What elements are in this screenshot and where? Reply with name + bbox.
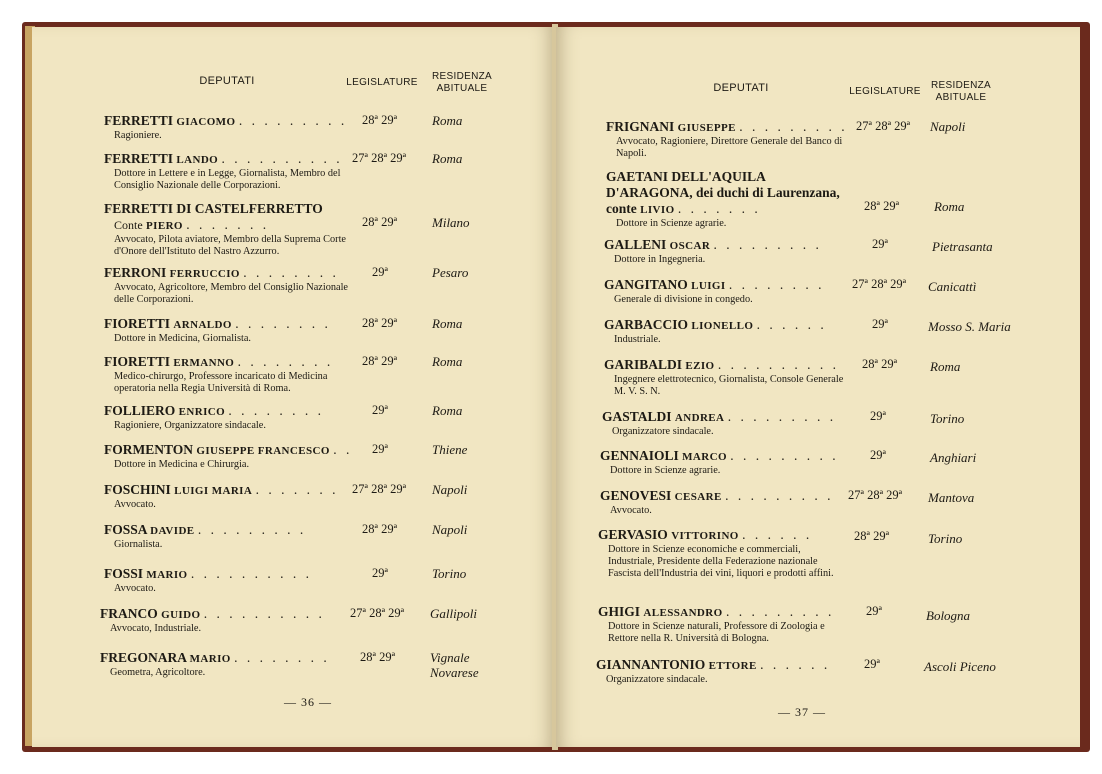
deputy-given-name: ALESSANDRO [643,607,723,619]
deputy-given-name: LIONELLO [691,320,754,332]
deputy-surname: GARBACCIO [604,317,689,332]
deputy-given-name: ERMANNO [173,357,235,369]
deputy-profession: Dottore in Scienze naturali, Professore di Zoologia e Rettore nella R. Università di Bologna. [608,621,825,644]
deputy-profession: Dottore in Scienze economiche e commerciali, Industriale, Presidente della Federazione nazionale Fascista dell'Industria dei vini, liquori e prodotti affini. [608,544,834,579]
residence-value: Roma [432,316,463,331]
deputy-profession: Avvocato. [114,583,156,594]
residence-value: Mantova [928,490,975,505]
deputy-given-name: MARCO [682,451,727,463]
deputy-entry [104,201,524,258]
residence-value: Torino [928,531,963,546]
legislature-value: 28ª 29ª [362,316,398,330]
deputy-entry [104,442,524,471]
deputy-given-name: GIACOMO [176,116,236,128]
leader-dots: . . . . . . . . . [730,448,839,463]
leader-dots: . . . . . . . . [235,316,331,331]
deputy-surname: GENOVESI [600,488,672,503]
deputy-entry [104,265,524,306]
legislature-value: 27ª 28ª 29ª [350,606,405,620]
deputy-given-name: MARIO [189,653,231,665]
legislature-value: 29ª [870,409,886,423]
legislature-value: 27ª 28ª 29ª [848,488,903,502]
deputy-surname: FERRONI [104,265,167,280]
deputy-entry [104,522,524,551]
deputy-title: Conte [114,218,143,232]
legislature-value: 29ª [866,604,882,618]
leader-dots: . . . . . . . . . . [203,606,325,621]
legislature-value: 28ª 29ª [362,113,398,127]
deputy-given-name: GIUSEPPE [677,122,736,134]
residence-value: Milano [432,215,470,230]
leader-dots: . . . . . . . . . [725,488,834,503]
deputy-surname: FORMENTON [104,442,194,457]
leader-dots: . . . . . . . . . . [221,151,343,166]
legislature-value: 28ª 29ª [362,215,398,229]
residence-value: Vignale Novarese [430,650,479,680]
legislature-value: 28ª 29ª [854,529,890,543]
deputy-given-name: GUIDO [161,609,201,621]
deputy-surname: FOSCHINI [104,482,171,497]
deputy-profession: Geometra, Agricoltore. [110,667,206,678]
residence-value: Gallipoli [430,606,477,621]
residence-value: Napoli [930,119,966,134]
deputy-profession: Dottore in Scienze agrarie. [616,218,727,229]
leader-dots: . . . . . . . [255,482,339,497]
deputy-surname: GIANNANTONIO [596,657,706,672]
header-deputati: DEPUTATI [713,82,769,94]
deputy-profession: Ragioniere. [114,130,162,141]
deputy-given-name: EZIO [685,360,715,372]
deputy-entry [596,657,1036,686]
deputy-surname: FOLLIERO [104,403,176,418]
deputy-profession: Dottore in Lettere e in Legge, Giornalista, Membro del Consiglio Nazionale delle Corporazioni. [114,168,341,191]
deputy-entry [606,119,1046,160]
legislature-value: 27ª 28ª 29ª [852,277,907,291]
leader-dots: . . . . . . . . . . [190,566,313,581]
deputy-given-name: PIERO [146,220,183,232]
residence-value: Roma [934,199,965,214]
legislature-value: 29ª [872,237,888,251]
deputy-entry [104,151,524,192]
legislature-value: 27ª 28ª 29ª [352,151,407,165]
leader-dots: . . . . . . . [186,217,270,232]
residence-value: Roma [432,151,463,166]
deputy-entry [604,277,1044,306]
deputy-surname: FIORETTI [104,354,171,369]
deputy-profession: Giornalista. [114,539,163,550]
residence-value: Bologna [926,608,971,623]
deputy-entry [606,169,1046,230]
residence-value: Roma [432,113,463,128]
deputy-surname: GARIBALDI [604,357,683,372]
leader-dots: . . . . . . . . [237,354,334,369]
legislature-value: 28ª 29ª [360,650,396,664]
residence-value: Napoli [432,522,468,537]
legislature-value: 29ª [872,317,888,331]
deputy-surname: GANGITANO [604,277,688,292]
legislature-value: 29ª [870,448,886,462]
deputy-given-name: FERRUCCIO [169,268,240,280]
residence-value: Canicattì [928,279,977,294]
deputy-given-name: CESARE [674,491,722,503]
deputy-entry [104,566,524,595]
legislature-value: 28ª 29ª [864,199,900,213]
deputy-profession: Avvocato, Ragioniere, Direttore Generale del Banco di Napoli. [616,136,843,159]
deputy-entry [604,317,1064,346]
deputy-entry [104,113,524,142]
deputy-profession: Generale di divisione in congedo. [614,294,753,305]
deputy-entry [600,488,1040,517]
header-legislature: LEGISLATURE [849,86,921,97]
legislature-value: 28ª 29ª [862,357,898,371]
deputy-entry [604,237,1044,266]
deputy-entry [600,448,1040,477]
leader-dots: . . . . . . [760,657,831,672]
residence-value: Thiene [432,442,468,457]
deputy-surname: GALLENI [604,237,667,252]
leader-dots: . . . . . . . . . [238,113,348,128]
page-number: — 36 — [284,695,332,709]
deputy-surname: FERRETTI [104,113,174,128]
legislature-value: 28ª 29ª [362,522,398,536]
residence-value: Ascoli Piceno [924,659,996,674]
leader-dots: . . . . . . . . [234,650,330,665]
deputy-given-name: MARIO [146,569,188,581]
deputy-given-name: LUIGI [691,280,726,292]
leader-dots: . . . . . . . . . . [717,357,840,372]
deputy-surname: FERRETTI DI CASTELFERRETTO [104,201,323,216]
right-page [556,27,1080,747]
legislature-value: 27ª 28ª 29ª [856,119,911,133]
deputy-profession: Dottore in Ingegneria. [614,254,706,265]
deputy-surname: GENNAIOLI [600,448,679,463]
deputy-surname: FRANCO [100,606,158,621]
deputy-given-name: OSCAR [669,240,711,252]
residence-value: Anghiari [930,450,977,465]
deputy-profession: Avvocato. [114,499,156,510]
deputy-profession: Medico-chirurgo, Professore incaricato di Medicina operatoria nella Regia Università di Roma. [114,371,328,394]
legislature-value: 28ª 29ª [362,354,398,368]
legislature-value: 29ª [372,403,388,417]
residence-value: Roma [930,359,961,374]
residence-value: Roma [432,354,463,369]
deputy-surname: GAETANI DELL'AQUILA D'ARAGONA, dei duchi di Laurenzana, conte [606,169,840,216]
deputy-surname: GHIGI [598,604,641,619]
header-residenza: RESIDENZA ABITUALE [432,71,492,94]
residence-value: Torino [930,411,965,426]
deputy-entry [100,606,520,635]
residence-value: Pesaro [432,265,469,280]
deputy-given-name: GIUSEPPE FRANCESCO [196,445,330,457]
residence-value: Torino [432,566,467,581]
leader-dots: . . . . . . . . . [727,409,837,424]
deputy-given-name: ANDREA [674,412,725,424]
deputy-surname: FRIGNANI [606,119,675,134]
deputy-given-name: LANDO [176,154,219,166]
leader-dots: . . . . . . . . . [197,522,307,537]
deputy-entry [602,409,1042,438]
left-page [32,27,554,747]
deputy-entry [604,357,1044,398]
leader-dots: . . . . . . . . [228,403,325,418]
deputy-profession: Organizzatore sindacale. [606,674,708,685]
deputy-entry [100,650,530,679]
legislature-value: 29ª [372,566,388,580]
leader-dots: . . . . . . [742,527,813,542]
legislature-value: 29ª [864,657,880,671]
deputy-entry [104,354,524,395]
deputy-given-name: ARNALDO [173,319,232,331]
header-residenza: RESIDENZA ABITUALE [931,80,991,103]
deputy-entry [598,604,1038,645]
leader-dots: . . . . . . . [677,201,761,216]
deputy-profession: Avvocato, Pilota aviatore, Membro della Suprema Corte d'Onore dell'Istituto del Nastro Azzurro. [114,234,346,257]
deputy-given-name: VITTORINO [671,530,739,542]
deputy-surname: GASTALDI [602,409,672,424]
leader-dots: . . . . . . . . [728,277,825,292]
deputy-surname: FREGONARA [100,650,187,665]
deputy-surname: FERRETTI [104,151,174,166]
deputy-profession: Dottore in Scienze agrarie. [610,465,721,476]
deputy-surname: GERVASIO [598,527,668,542]
deputy-profession: Ingegnere elettrotecnico, Giornalista, Console Generale M. V. S. N. [614,374,844,397]
deputy-surname: FIORETTI [104,316,171,331]
deputy-surname: FOSSA [104,522,147,537]
deputy-profession: Dottore in Medicina, Giornalista. [114,333,251,344]
leader-dots: . . . . . . . . [243,265,339,280]
leader-dots: . . [333,442,353,457]
header-deputati: DEPUTATI [199,75,255,87]
deputy-given-name: ETTORE [708,660,757,672]
deputy-surname: FOSSI [104,566,144,581]
page-number: — 37 — [778,705,826,719]
leader-dots: . . . . . . . . . [725,604,835,619]
deputy-given-name: LUIGI MARIA [174,485,253,497]
legislature-value: 27ª 28ª 29ª [352,482,407,496]
deputy-entry [598,527,1038,580]
residence-value: Roma [432,403,463,418]
deputy-entry [104,482,524,511]
legislature-value: 29ª [372,442,388,456]
residence-value: Pietrasanta [932,239,993,254]
leader-dots: . . . . . . [756,317,827,332]
deputy-profession: Organizzatore sindacale. [612,426,714,437]
deputy-entry [104,403,524,432]
deputy-profession: Avvocato, Industriale. [110,623,202,634]
deputy-given-name: LIVIO [640,204,675,216]
leader-dots: . . . . . . . . . [739,119,848,134]
residence-value: Napoli [432,482,468,497]
deputy-profession: Avvocato, Agricoltore, Membro del Consiglio Nazionale delle Corporazioni. [114,282,349,305]
deputy-profession: Dottore in Medicina e Chirurgia. [114,459,250,470]
header-legislature: LEGISLATURE [346,77,418,88]
deputy-given-name: DAVIDE [150,525,195,537]
deputy-given-name: ENRICO [178,406,226,418]
deputy-profession: Ragioniere, Organizzatore sindacale. [114,420,266,431]
deputy-entry [104,316,524,345]
leader-dots: . . . . . . . . . [713,237,822,252]
legislature-value: 29ª [372,265,388,279]
residence-value: Mosso S. Maria [928,319,1011,334]
deputy-profession: Industriale. [614,334,661,345]
deputy-profession: Avvocato. [610,505,652,516]
